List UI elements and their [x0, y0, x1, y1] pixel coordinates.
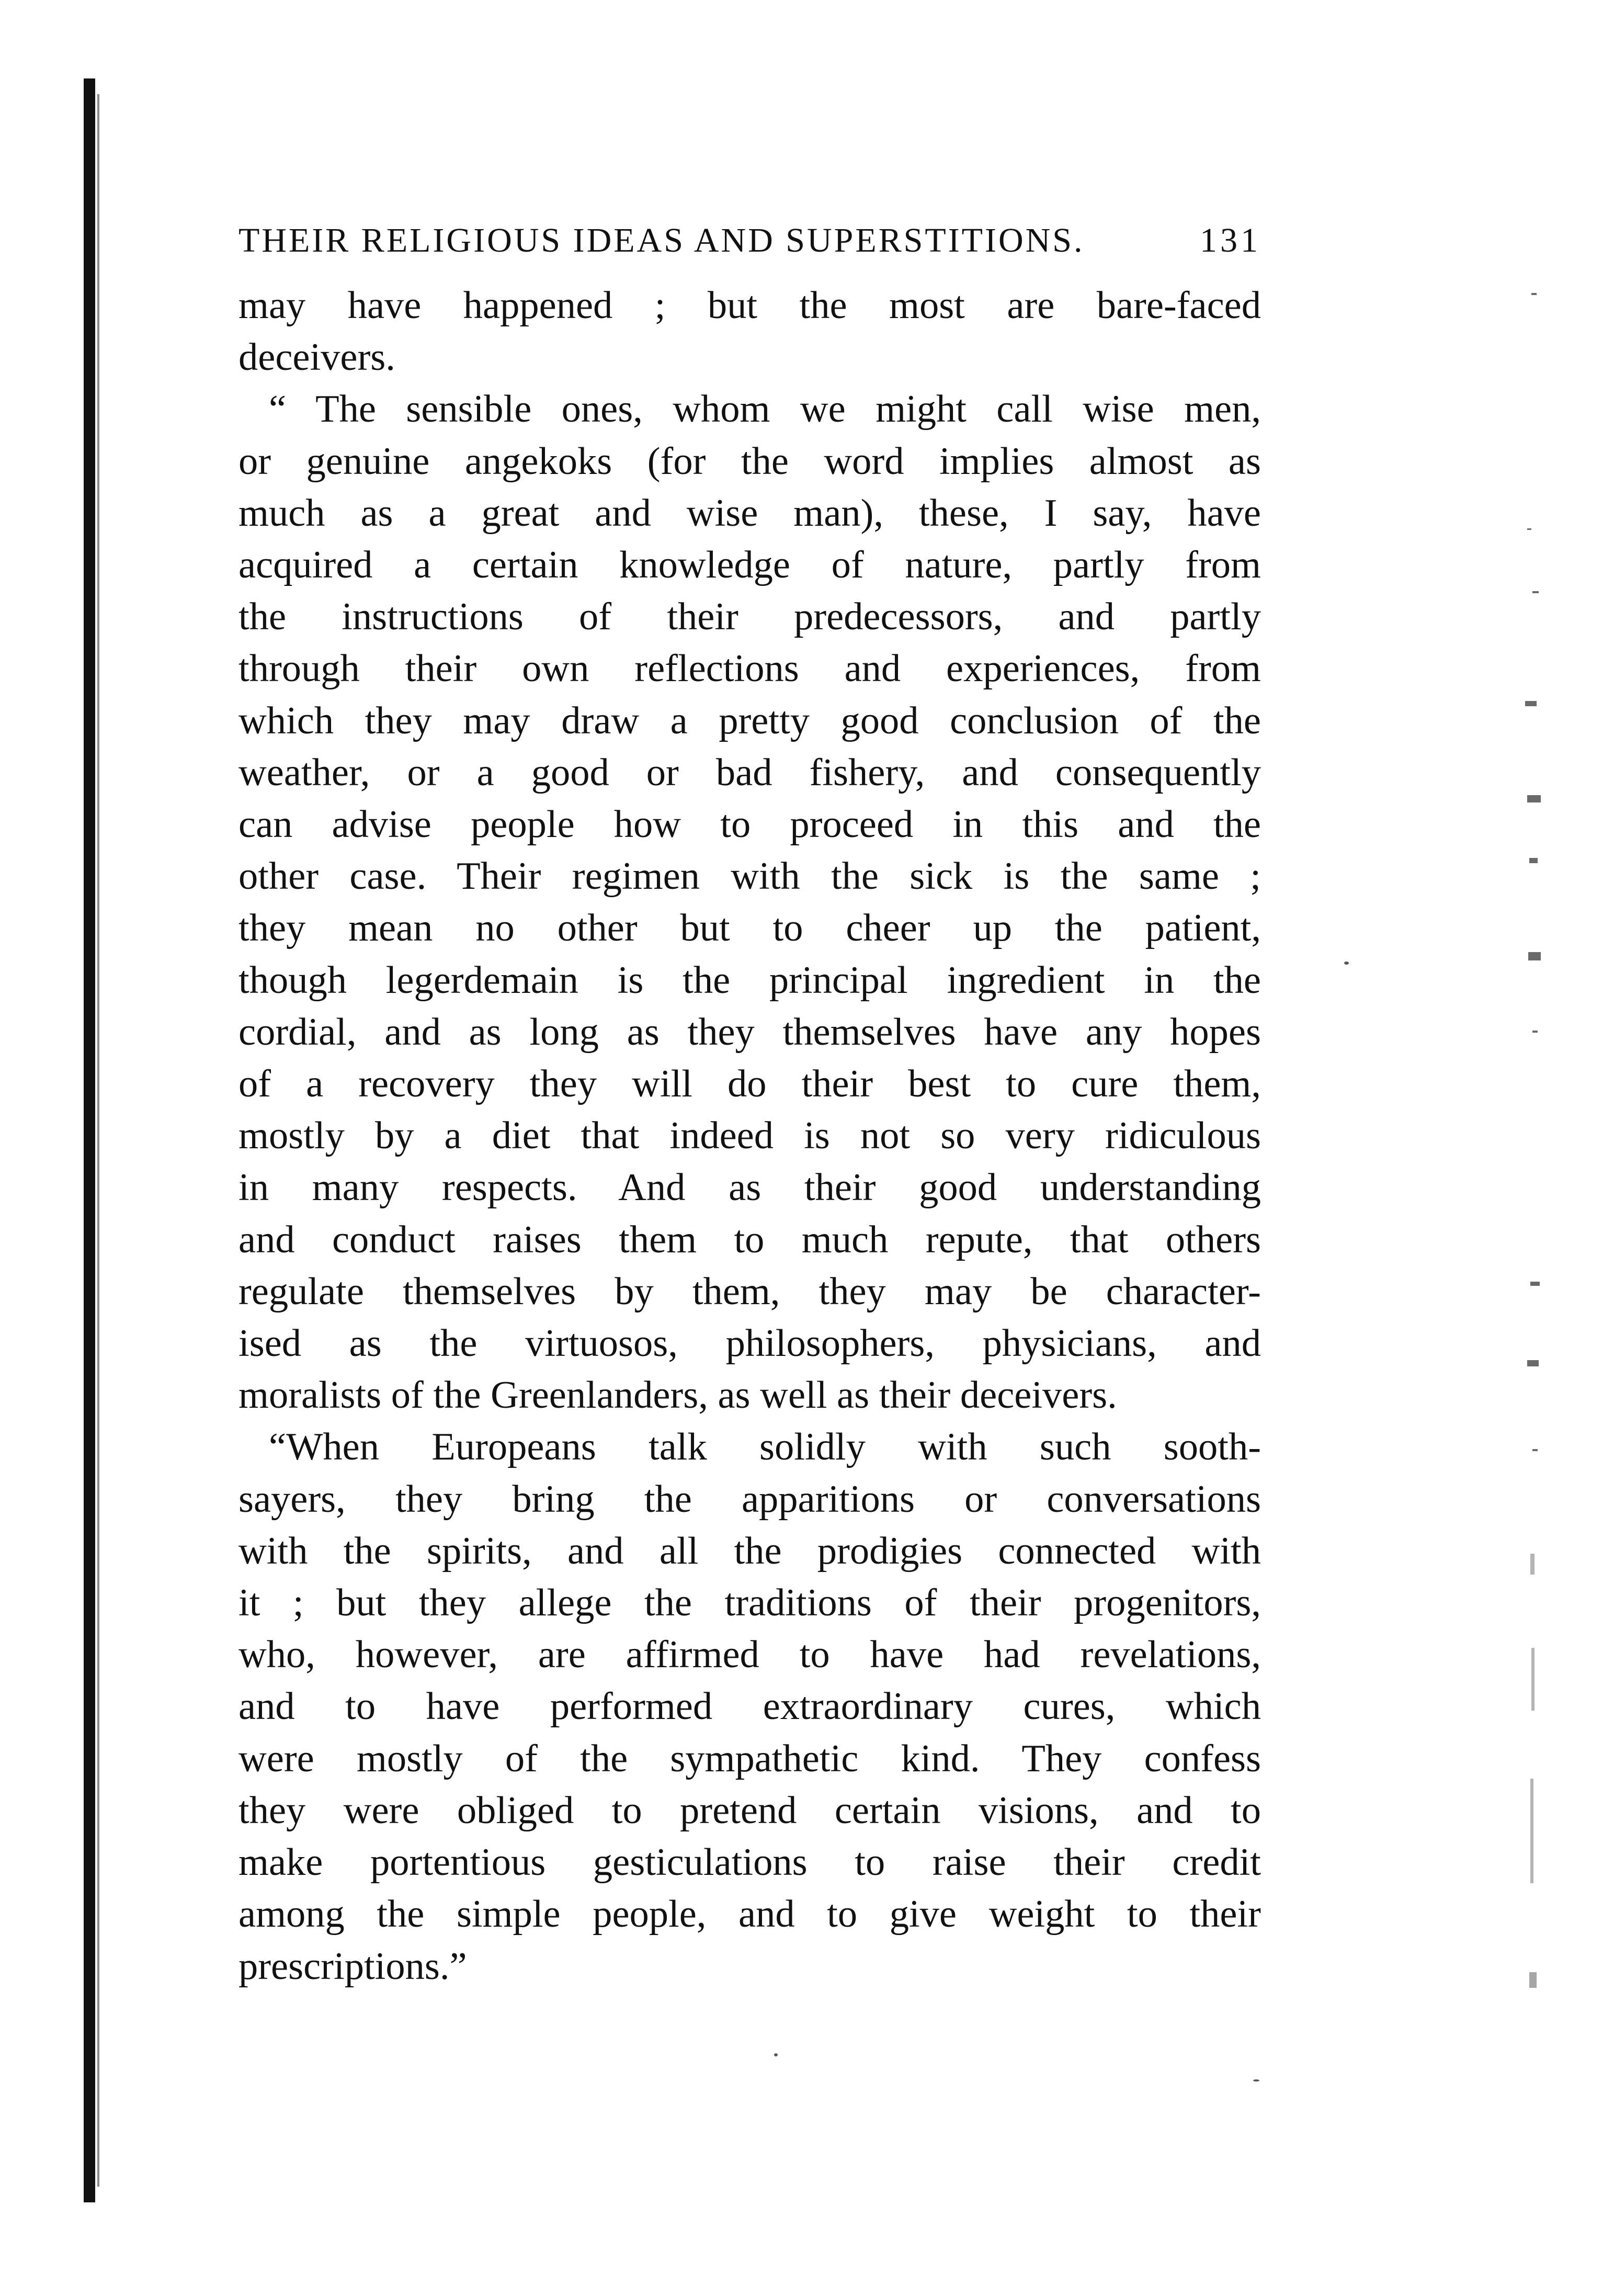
- paragraph: [238, 383, 1261, 1421]
- text-line: regulate themselves by them, they may be character-: [238, 1270, 1261, 1313]
- bleed-through-margin: [1511, 131, 1548, 2171]
- text-line: prescriptions.”: [238, 1944, 467, 1988]
- text-line: “When Europeans talk solidly with such sooth-: [269, 1426, 1261, 1469]
- text-line: “ The sensible ones, whom we might call wise men,: [269, 388, 1261, 431]
- text-line: acquired a certain knowledge of nature, partly from: [238, 544, 1261, 587]
- text-line: and conduct raises them to much repute, that others: [238, 1218, 1261, 1261]
- text-line: ised as the virtuosos, philosophers, physicians, and: [238, 1322, 1261, 1365]
- text-line: weather, or a good or bad fishery, and consequently: [238, 751, 1261, 794]
- text-line: though legerdemain is the principal ingredient in the: [238, 958, 1261, 1002]
- stray-ink-dot: [1344, 962, 1349, 965]
- paragraph: [238, 280, 1261, 383]
- text-line: and to have performed extraordinary cures, which: [238, 1685, 1261, 1728]
- binding-edge-highlight: [97, 94, 99, 2187]
- body-text: [238, 280, 1261, 1993]
- text-line: can advise people how to proceed in this and the: [238, 803, 1261, 846]
- text-line: they mean no other but to cheer up the patient,: [238, 907, 1261, 950]
- text-line: were mostly of the sympathetic kind. They confess: [238, 1737, 1261, 1780]
- text-line: make portentious gesticulations to raise their credit: [238, 1841, 1261, 1884]
- stray-ink-dot: [774, 2053, 778, 2056]
- text-line: may have happened ; but the most are bare-faced: [238, 284, 1261, 327]
- stray-ink-dot: [1253, 2079, 1259, 2082]
- text-line: sayers, they bring the apparitions or conversations: [238, 1477, 1261, 1521]
- text-line: the instructions of their predecessors, and partly: [238, 595, 1261, 639]
- page-number: 131: [1200, 221, 1261, 259]
- text-line: in many respects. And as their good understanding: [238, 1166, 1261, 1209]
- text-line: with the spirits, and all the prodigies connected with: [238, 1529, 1261, 1573]
- text-line: moralists of the Greenlanders, as well as their deceivers.: [238, 1374, 1117, 1417]
- paragraph: [238, 1421, 1261, 1992]
- text-line: much as a great and wise man), these, I say, have: [238, 491, 1261, 535]
- text-line: who, however, are affirmed to have had revelations,: [238, 1633, 1261, 1677]
- text-line: of a recovery they will do their best to cure them,: [238, 1062, 1261, 1106]
- text-line: among the simple people, and to give weight to their: [238, 1893, 1261, 1936]
- text-line: they were obliged to pretend certain visions, and to: [238, 1789, 1261, 1832]
- text-line: it ; but they allege the traditions of their progenitors,: [238, 1581, 1261, 1625]
- running-head: [238, 217, 1261, 264]
- text-line: mostly by a diet that indeed is not so very ridiculous: [238, 1114, 1261, 1158]
- text-line: other case. Their regimen with the sick is the same ;: [238, 855, 1261, 898]
- text-line: cordial, and as long as they themselves have any hopes: [238, 1010, 1261, 1054]
- text-block: [238, 217, 1261, 1993]
- text-line: through their own reflections and experiences, from: [238, 647, 1261, 691]
- running-title: THEIR RELIGIOUS IDEAS AND SUPERSTITIONS.: [238, 221, 1085, 259]
- text-line: which they may draw a pretty good conclusion of the: [238, 699, 1261, 742]
- binding-edge: [84, 78, 95, 2202]
- text-line: or genuine angekoks (for the word implies almost as: [238, 439, 1261, 483]
- text-line: deceivers.: [238, 336, 395, 379]
